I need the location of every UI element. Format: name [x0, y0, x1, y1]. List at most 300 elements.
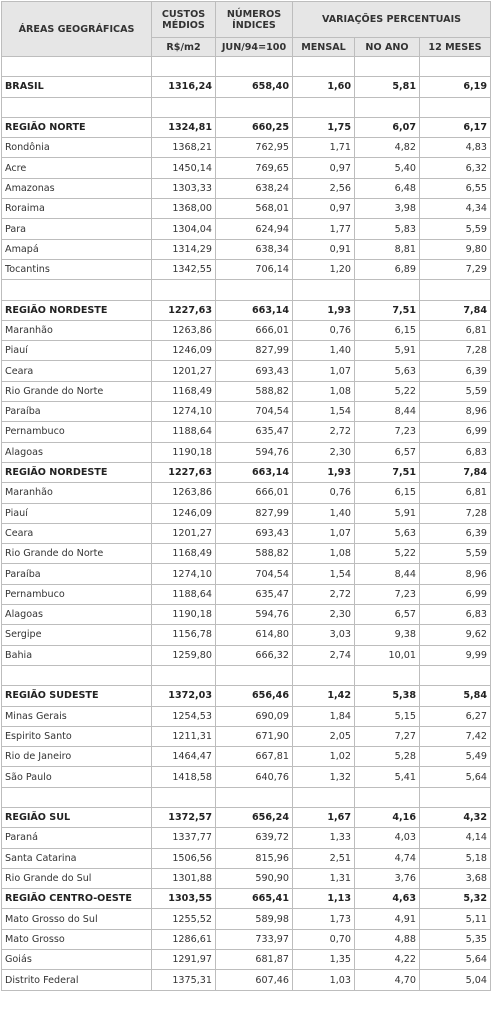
area-name-cell: Goiás — [2, 950, 152, 970]
no-ano-cell: 8,44 — [355, 402, 420, 422]
mensal-cell: 1,75 — [293, 117, 355, 137]
doze-meses-cell: 7,29 — [420, 259, 491, 279]
no-ano-cell: 5,81 — [355, 77, 420, 97]
doze-meses-cell: 7,84 — [420, 462, 491, 482]
no-ano-cell: 6,15 — [355, 320, 420, 340]
mensal-cell: 1,31 — [293, 868, 355, 888]
area-name-cell: Roraima — [2, 199, 152, 219]
doze-meses-cell: 7,28 — [420, 503, 491, 523]
mensal-cell: 0,91 — [293, 239, 355, 259]
area-name-cell: São Paulo — [2, 767, 152, 787]
area-name-cell: Mato Grosso do Sul — [2, 909, 152, 929]
empty-cell — [420, 280, 491, 300]
doze-meses-cell: 5,49 — [420, 747, 491, 767]
state-row — [2, 158, 491, 178]
doze-meses-cell: 5,11 — [420, 909, 491, 929]
custo-cell: 1246,09 — [152, 341, 216, 361]
empty-cell — [355, 280, 420, 300]
no-ano-cell: 4,22 — [355, 950, 420, 970]
custo-cell: 1316,24 — [152, 77, 216, 97]
mensal-cell: 1,84 — [293, 706, 355, 726]
mensal-cell: 1,54 — [293, 564, 355, 584]
no-ano-cell: 9,38 — [355, 625, 420, 645]
empty-cell — [355, 57, 420, 77]
doze-meses-cell: 7,42 — [420, 726, 491, 746]
custo-cell: 1418,58 — [152, 767, 216, 787]
no-ano-cell: 6,48 — [355, 178, 420, 198]
no-ano-cell: 8,44 — [355, 564, 420, 584]
custo-cell: 1188,64 — [152, 422, 216, 442]
empty-cell — [2, 97, 152, 117]
custo-cell: 1227,63 — [152, 300, 216, 320]
custo-cell: 1246,09 — [152, 503, 216, 523]
area-name-cell: Rio de Janeiro — [2, 747, 152, 767]
cost-index-table — [1, 1, 491, 991]
custo-cell: 1368,21 — [152, 138, 216, 158]
empty-cell — [2, 57, 152, 77]
indice-cell: 658,40 — [216, 77, 293, 97]
doze-meses-cell: 6,55 — [420, 178, 491, 198]
empty-cell — [152, 665, 216, 685]
header-no-ano: NO ANO — [355, 38, 420, 57]
state-row — [2, 199, 491, 219]
area-name-cell: Maranhão — [2, 320, 152, 340]
mensal-cell: 2,05 — [293, 726, 355, 746]
doze-meses-cell: 7,28 — [420, 341, 491, 361]
state-row — [2, 523, 491, 543]
indice-cell: 704,54 — [216, 402, 293, 422]
doze-meses-cell: 5,59 — [420, 544, 491, 564]
mensal-cell: 0,76 — [293, 320, 355, 340]
state-row — [2, 868, 491, 888]
doze-meses-cell: 5,32 — [420, 889, 491, 909]
indice-cell: 640,76 — [216, 767, 293, 787]
indice-cell: 635,47 — [216, 422, 293, 442]
mensal-cell: 1,40 — [293, 341, 355, 361]
indice-cell: 693,43 — [216, 523, 293, 543]
no-ano-cell: 4,70 — [355, 970, 420, 990]
no-ano-cell: 6,89 — [355, 259, 420, 279]
state-row — [2, 483, 491, 503]
empty-cell — [216, 97, 293, 117]
empty-cell — [293, 57, 355, 77]
mensal-cell: 1,07 — [293, 361, 355, 381]
custo-cell: 1259,80 — [152, 645, 216, 665]
doze-meses-cell: 6,83 — [420, 605, 491, 625]
region-row — [2, 300, 491, 320]
custo-cell: 1314,29 — [152, 239, 216, 259]
area-name-cell: REGIÃO NORDESTE — [2, 300, 152, 320]
doze-meses-cell: 9,80 — [420, 239, 491, 259]
state-row — [2, 929, 491, 949]
empty-cell — [216, 665, 293, 685]
header-numeros-line2: ÍNDICES — [232, 19, 276, 31]
indice-cell: 663,14 — [216, 462, 293, 482]
doze-meses-cell: 5,04 — [420, 970, 491, 990]
custo-cell: 1304,04 — [152, 219, 216, 239]
state-row — [2, 645, 491, 665]
custo-cell: 1255,52 — [152, 909, 216, 929]
indice-cell: 594,76 — [216, 605, 293, 625]
area-name-cell: REGIÃO NORTE — [2, 117, 152, 137]
custo-cell: 1188,64 — [152, 584, 216, 604]
no-ano-cell: 3,76 — [355, 868, 420, 888]
table-header — [2, 2, 491, 57]
mensal-cell: 2,51 — [293, 848, 355, 868]
mensal-cell: 0,76 — [293, 483, 355, 503]
no-ano-cell: 8,81 — [355, 239, 420, 259]
mensal-cell: 2,30 — [293, 442, 355, 462]
state-row — [2, 361, 491, 381]
empty-cell — [420, 665, 491, 685]
header-mensal: MENSAL — [293, 38, 355, 57]
empty-cell — [152, 280, 216, 300]
mensal-cell: 1,02 — [293, 747, 355, 767]
indice-cell: 588,82 — [216, 544, 293, 564]
no-ano-cell: 5,40 — [355, 158, 420, 178]
mensal-cell: 2,56 — [293, 178, 355, 198]
mensal-cell: 1,03 — [293, 970, 355, 990]
area-name-cell: Ceara — [2, 523, 152, 543]
empty-cell — [2, 665, 152, 685]
no-ano-cell: 7,51 — [355, 300, 420, 320]
area-name-cell: Ceara — [2, 361, 152, 381]
empty-cell — [355, 787, 420, 807]
mensal-cell: 1,07 — [293, 523, 355, 543]
indice-cell: 660,25 — [216, 117, 293, 137]
mensal-cell: 1,40 — [293, 503, 355, 523]
no-ano-cell: 6,07 — [355, 117, 420, 137]
no-ano-cell: 6,15 — [355, 483, 420, 503]
mensal-cell: 2,30 — [293, 605, 355, 625]
table-body — [2, 57, 491, 991]
no-ano-cell: 7,23 — [355, 584, 420, 604]
empty-cell — [420, 97, 491, 117]
state-row — [2, 381, 491, 401]
indice-cell: 762,95 — [216, 138, 293, 158]
header-variacoes: VARIAÇÕES PERCENTUAIS — [293, 2, 491, 38]
state-row — [2, 138, 491, 158]
empty-cell — [216, 787, 293, 807]
indice-cell: 769,65 — [216, 158, 293, 178]
no-ano-cell: 7,23 — [355, 422, 420, 442]
mensal-cell: 1,42 — [293, 686, 355, 706]
custo-cell: 1368,00 — [152, 199, 216, 219]
doze-meses-cell: 6,81 — [420, 483, 491, 503]
indice-cell: 666,01 — [216, 320, 293, 340]
state-row — [2, 178, 491, 198]
header-custos — [152, 2, 216, 38]
state-row — [2, 442, 491, 462]
indice-cell: 815,96 — [216, 848, 293, 868]
doze-meses-cell: 9,62 — [420, 625, 491, 645]
custo-cell: 1464,47 — [152, 747, 216, 767]
header-numeros-line1: NÚMEROS — [226, 8, 282, 20]
custo-cell: 1291,97 — [152, 950, 216, 970]
indice-cell: 704,54 — [216, 564, 293, 584]
no-ano-cell: 6,57 — [355, 442, 420, 462]
empty-cell — [216, 57, 293, 77]
no-ano-cell: 5,91 — [355, 503, 420, 523]
indice-cell: 594,76 — [216, 442, 293, 462]
doze-meses-cell: 6,39 — [420, 523, 491, 543]
mensal-cell: 2,72 — [293, 584, 355, 604]
region-row — [2, 77, 491, 97]
empty-cell — [293, 97, 355, 117]
mensal-cell: 0,70 — [293, 929, 355, 949]
empty-cell — [2, 280, 152, 300]
custo-cell: 1303,55 — [152, 889, 216, 909]
custo-cell: 1211,31 — [152, 726, 216, 746]
custo-cell: 1286,61 — [152, 929, 216, 949]
state-row — [2, 706, 491, 726]
area-name-cell: Amazonas — [2, 178, 152, 198]
area-name-cell: Para — [2, 219, 152, 239]
area-name-cell: Rondônia — [2, 138, 152, 158]
doze-meses-cell: 5,64 — [420, 950, 491, 970]
doze-meses-cell: 5,59 — [420, 219, 491, 239]
custo-cell: 1506,56 — [152, 848, 216, 868]
indice-cell: 614,80 — [216, 625, 293, 645]
no-ano-cell: 4,91 — [355, 909, 420, 929]
empty-cell — [152, 787, 216, 807]
state-row — [2, 828, 491, 848]
state-row — [2, 767, 491, 787]
area-name-cell: Rio Grande do Norte — [2, 544, 152, 564]
area-name-cell: Tocantins — [2, 259, 152, 279]
area-name-cell: Paraíba — [2, 564, 152, 584]
state-row — [2, 239, 491, 259]
indice-cell: 639,72 — [216, 828, 293, 848]
state-row — [2, 422, 491, 442]
indice-cell: 667,81 — [216, 747, 293, 767]
area-name-cell: REGIÃO CENTRO-OESTE — [2, 889, 152, 909]
doze-meses-cell: 8,96 — [420, 564, 491, 584]
mensal-cell: 3,03 — [293, 625, 355, 645]
no-ano-cell: 4,63 — [355, 889, 420, 909]
area-name-cell: Paraná — [2, 828, 152, 848]
no-ano-cell: 4,74 — [355, 848, 420, 868]
mensal-cell: 1,93 — [293, 300, 355, 320]
area-name-cell: Amapá — [2, 239, 152, 259]
custo-cell: 1201,27 — [152, 361, 216, 381]
indice-cell: 568,01 — [216, 199, 293, 219]
blank-row — [2, 787, 491, 807]
custo-cell: 1342,55 — [152, 259, 216, 279]
no-ano-cell: 5,15 — [355, 706, 420, 726]
custo-cell: 1375,31 — [152, 970, 216, 990]
empty-cell — [293, 280, 355, 300]
indice-cell: 693,43 — [216, 361, 293, 381]
custo-cell: 1274,10 — [152, 564, 216, 584]
doze-meses-cell: 3,68 — [420, 868, 491, 888]
state-row — [2, 219, 491, 239]
state-row — [2, 259, 491, 279]
region-row — [2, 462, 491, 482]
region-row — [2, 686, 491, 706]
custo-cell: 1263,86 — [152, 320, 216, 340]
state-row — [2, 402, 491, 422]
empty-cell — [152, 57, 216, 77]
custo-cell: 1372,57 — [152, 807, 216, 827]
no-ano-cell: 4,88 — [355, 929, 420, 949]
area-name-cell: Paraíba — [2, 402, 152, 422]
header-12-meses: 12 MESES — [420, 38, 491, 57]
no-ano-cell: 4,16 — [355, 807, 420, 827]
area-name-cell: Minas Gerais — [2, 706, 152, 726]
indice-cell: 638,34 — [216, 239, 293, 259]
mensal-cell: 1,35 — [293, 950, 355, 970]
mensal-cell: 1,67 — [293, 807, 355, 827]
region-row — [2, 807, 491, 827]
no-ano-cell: 5,91 — [355, 341, 420, 361]
custo-cell: 1190,18 — [152, 442, 216, 462]
header-custos-line2: MÉDIOS — [162, 19, 205, 31]
doze-meses-cell: 6,99 — [420, 584, 491, 604]
doze-meses-cell: 6,27 — [420, 706, 491, 726]
no-ano-cell: 5,38 — [355, 686, 420, 706]
doze-meses-cell: 4,32 — [420, 807, 491, 827]
mensal-cell: 1,08 — [293, 381, 355, 401]
state-row — [2, 544, 491, 564]
empty-cell — [355, 97, 420, 117]
doze-meses-cell: 6,39 — [420, 361, 491, 381]
state-row — [2, 848, 491, 868]
area-name-cell: Sergipe — [2, 625, 152, 645]
blank-row — [2, 280, 491, 300]
area-name-cell: Mato Grosso — [2, 929, 152, 949]
header-unit-indices: JUN/94=100 — [216, 38, 293, 57]
doze-meses-cell: 4,83 — [420, 138, 491, 158]
state-row — [2, 503, 491, 523]
mensal-cell: 1,93 — [293, 462, 355, 482]
mensal-cell: 2,74 — [293, 645, 355, 665]
area-name-cell: Piauí — [2, 503, 152, 523]
area-name-cell: REGIÃO NORDESTE — [2, 462, 152, 482]
doze-meses-cell: 5,64 — [420, 767, 491, 787]
custo-cell: 1301,88 — [152, 868, 216, 888]
mensal-cell: 1,20 — [293, 259, 355, 279]
doze-meses-cell: 6,81 — [420, 320, 491, 340]
doze-meses-cell: 6,99 — [420, 422, 491, 442]
doze-meses-cell: 6,83 — [420, 442, 491, 462]
indice-cell: 666,01 — [216, 483, 293, 503]
custo-cell: 1227,63 — [152, 462, 216, 482]
empty-cell — [152, 97, 216, 117]
indice-cell: 624,94 — [216, 219, 293, 239]
indice-cell: 690,09 — [216, 706, 293, 726]
doze-meses-cell: 5,84 — [420, 686, 491, 706]
area-name-cell: Pernambuco — [2, 584, 152, 604]
indice-cell: 827,99 — [216, 341, 293, 361]
doze-meses-cell: 4,14 — [420, 828, 491, 848]
doze-meses-cell: 7,84 — [420, 300, 491, 320]
no-ano-cell: 10,01 — [355, 645, 420, 665]
custo-cell: 1450,14 — [152, 158, 216, 178]
no-ano-cell: 5,28 — [355, 747, 420, 767]
doze-meses-cell: 8,96 — [420, 402, 491, 422]
custo-cell: 1372,03 — [152, 686, 216, 706]
doze-meses-cell: 6,19 — [420, 77, 491, 97]
custo-cell: 1303,33 — [152, 178, 216, 198]
mensal-cell: 2,72 — [293, 422, 355, 442]
mensal-cell: 1,32 — [293, 767, 355, 787]
blank-row — [2, 57, 491, 77]
no-ano-cell: 5,22 — [355, 544, 420, 564]
area-name-cell: REGIÃO SUL — [2, 807, 152, 827]
empty-cell — [293, 787, 355, 807]
indice-cell: 635,47 — [216, 584, 293, 604]
area-name-cell: Alagoas — [2, 442, 152, 462]
mensal-cell: 1,73 — [293, 909, 355, 929]
no-ano-cell: 3,98 — [355, 199, 420, 219]
custo-cell: 1337,77 — [152, 828, 216, 848]
doze-meses-cell: 5,59 — [420, 381, 491, 401]
indice-cell: 638,24 — [216, 178, 293, 198]
custo-cell: 1168,49 — [152, 381, 216, 401]
indice-cell: 706,14 — [216, 259, 293, 279]
indice-cell: 656,24 — [216, 807, 293, 827]
indice-cell: 827,99 — [216, 503, 293, 523]
state-row — [2, 726, 491, 746]
indice-cell: 666,32 — [216, 645, 293, 665]
area-name-cell: Alagoas — [2, 605, 152, 625]
empty-cell — [293, 665, 355, 685]
state-row — [2, 625, 491, 645]
indice-cell: 656,46 — [216, 686, 293, 706]
indice-cell: 589,98 — [216, 909, 293, 929]
mensal-cell: 1,71 — [293, 138, 355, 158]
mensal-cell: 1,77 — [293, 219, 355, 239]
state-row — [2, 605, 491, 625]
custo-cell: 1324,81 — [152, 117, 216, 137]
empty-cell — [355, 665, 420, 685]
mensal-cell: 1,54 — [293, 402, 355, 422]
area-name-cell: Maranhão — [2, 483, 152, 503]
doze-meses-cell: 9,99 — [420, 645, 491, 665]
empty-cell — [420, 787, 491, 807]
no-ano-cell: 4,82 — [355, 138, 420, 158]
state-row — [2, 950, 491, 970]
indice-cell: 733,97 — [216, 929, 293, 949]
no-ano-cell: 5,63 — [355, 523, 420, 543]
indice-cell: 671,90 — [216, 726, 293, 746]
custo-cell: 1254,53 — [152, 706, 216, 726]
indice-cell: 590,90 — [216, 868, 293, 888]
doze-meses-cell: 6,17 — [420, 117, 491, 137]
state-row — [2, 564, 491, 584]
header-areas: ÁREAS GEOGRÁFICAS — [2, 2, 152, 57]
area-name-cell: Rio Grande do Norte — [2, 381, 152, 401]
mensal-cell: 1,33 — [293, 828, 355, 848]
doze-meses-cell: 5,18 — [420, 848, 491, 868]
custo-cell: 1201,27 — [152, 523, 216, 543]
area-name-cell: Espirito Santo — [2, 726, 152, 746]
empty-cell — [216, 280, 293, 300]
blank-row — [2, 97, 491, 117]
custo-cell: 1168,49 — [152, 544, 216, 564]
mensal-cell: 0,97 — [293, 158, 355, 178]
area-name-cell: Piauí — [2, 341, 152, 361]
indice-cell: 663,14 — [216, 300, 293, 320]
header-custos-line1: CUSTOS — [161, 8, 206, 20]
custo-cell: 1274,10 — [152, 402, 216, 422]
header-numeros — [216, 2, 293, 38]
doze-meses-cell: 6,32 — [420, 158, 491, 178]
no-ano-cell: 4,03 — [355, 828, 420, 848]
custo-cell: 1263,86 — [152, 483, 216, 503]
indice-cell: 665,41 — [216, 889, 293, 909]
